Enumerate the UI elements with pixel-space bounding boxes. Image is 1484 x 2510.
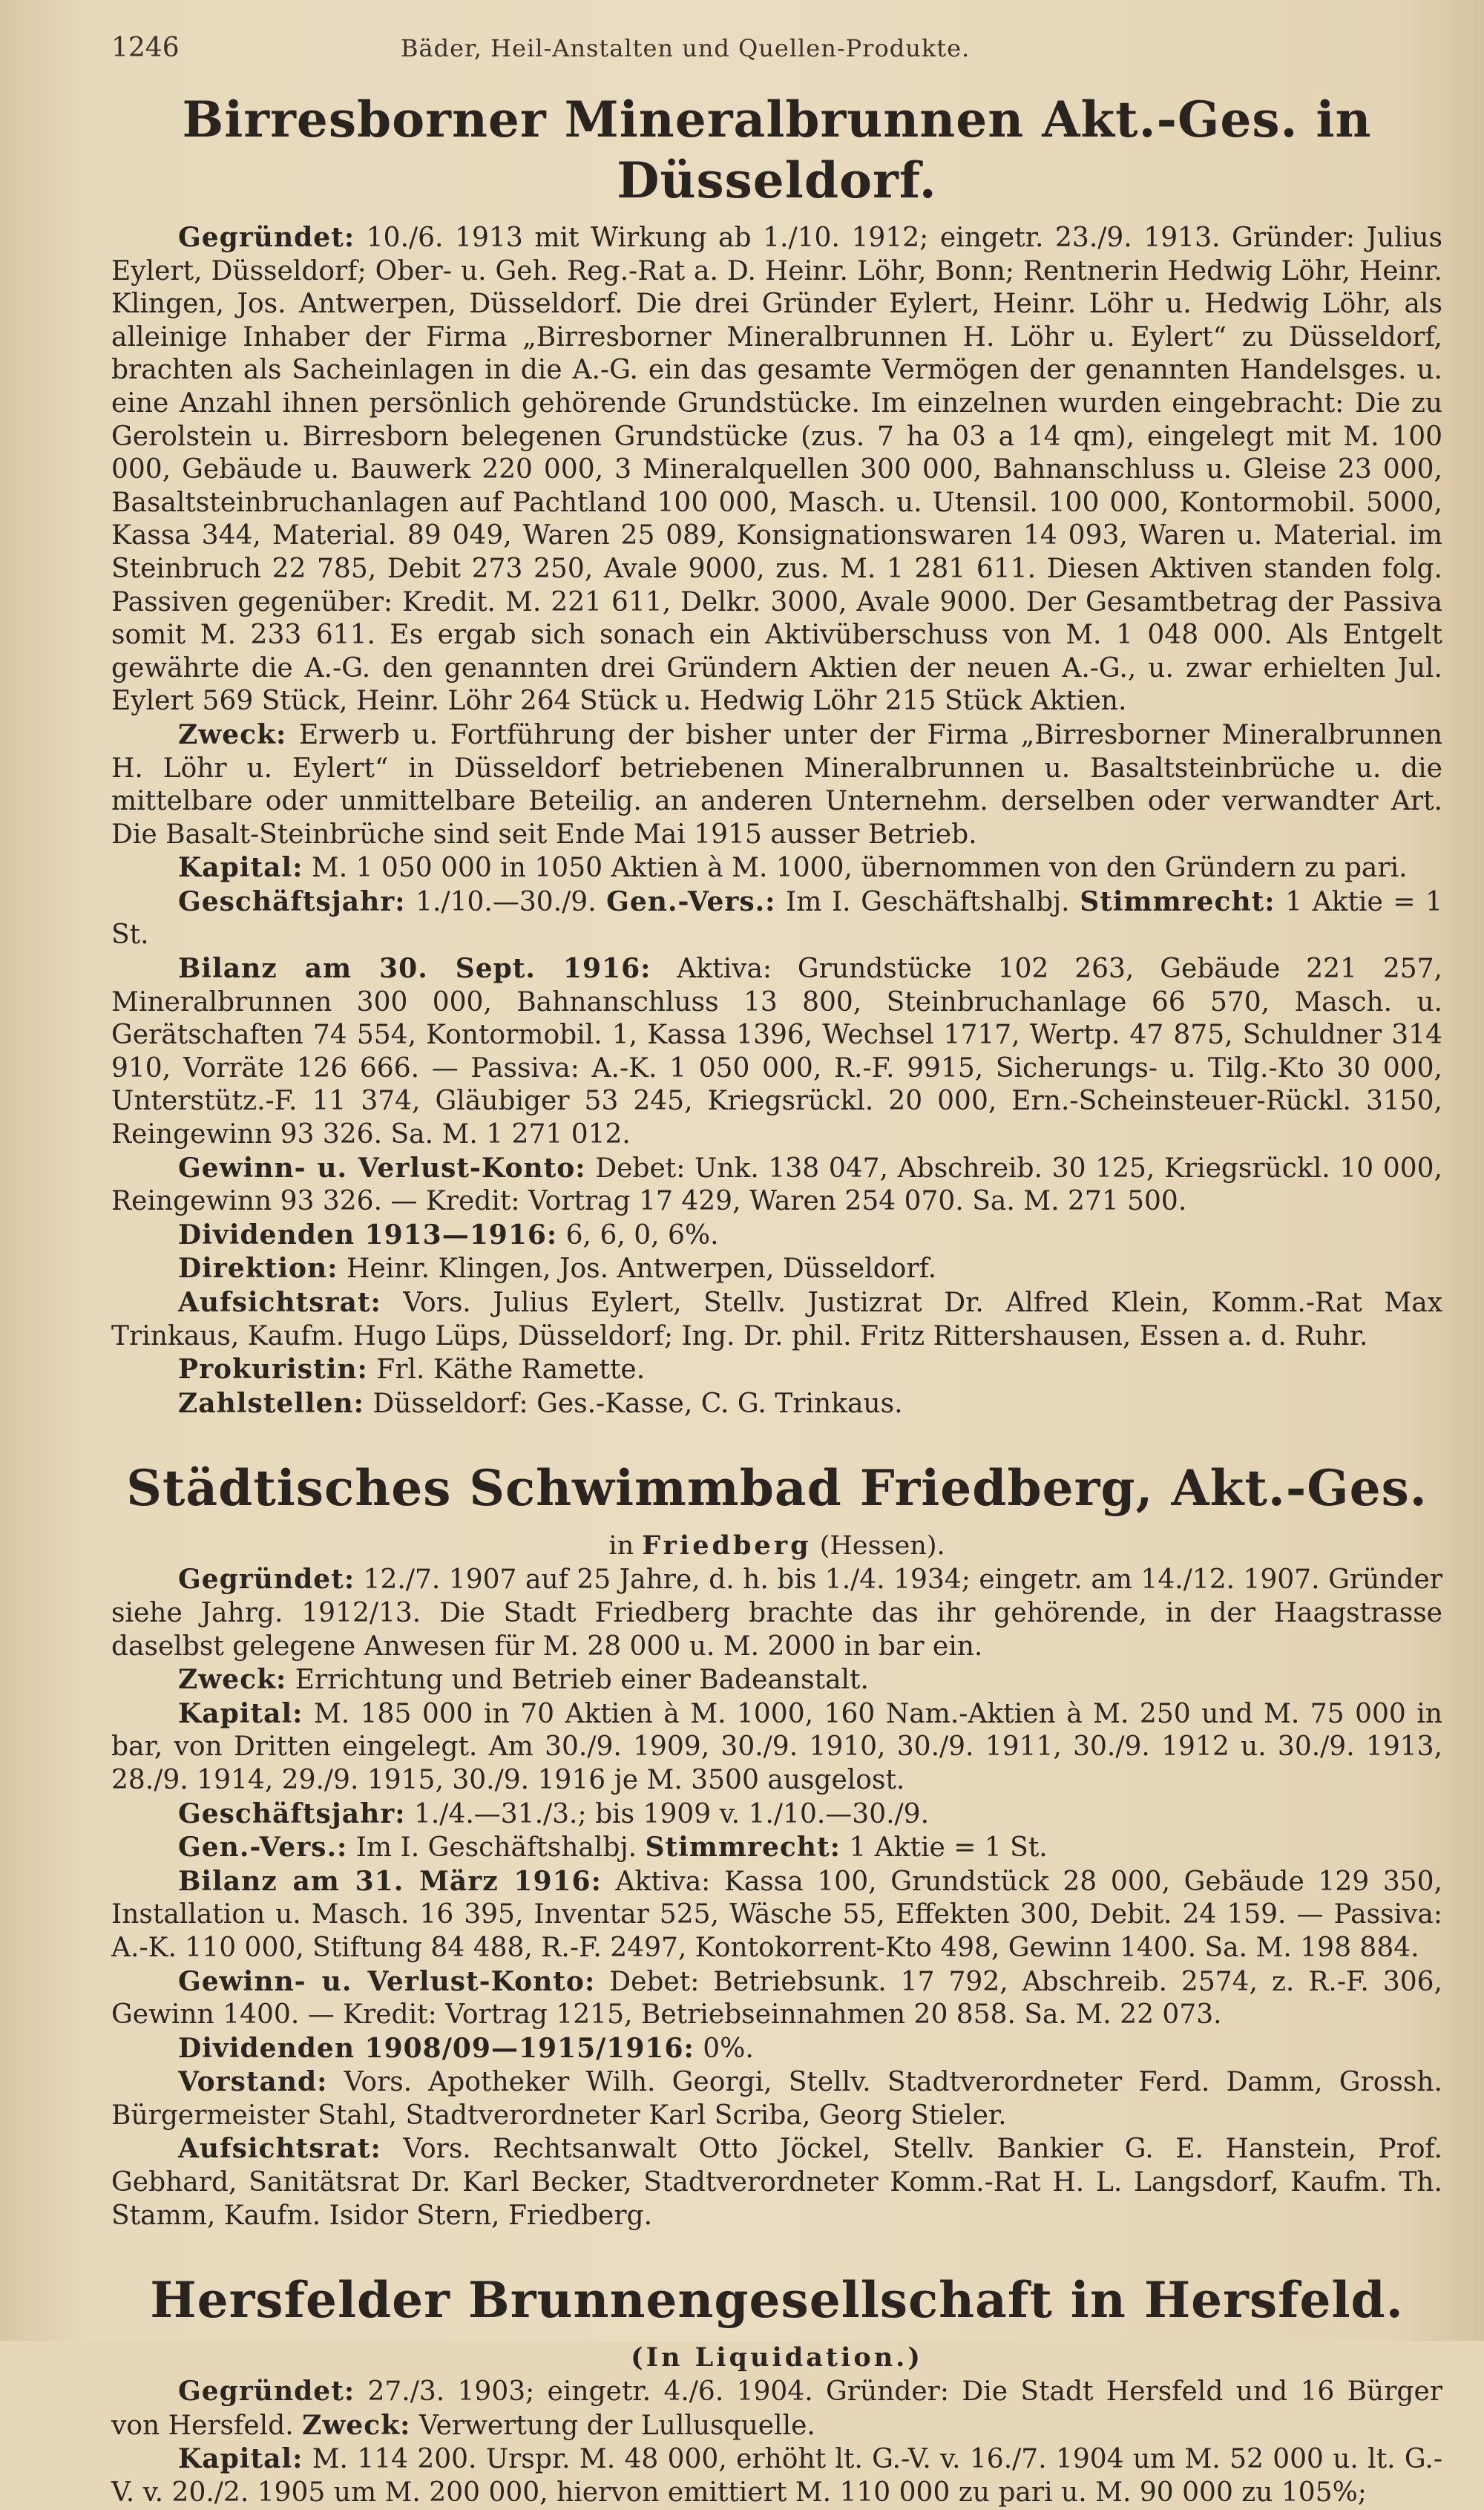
entry-gewinn-verlust: Gewinn- u. Verlust-Konto: Debet: Betriebsunk. 17 792, Abschreib. 2574, z. R.-F. 306, Gewinn 1400. — Kredit: Vortrag 1215, Betriebseinnahmen 20 858. Sa. M. 22 073. xyxy=(111,1965,1442,2031)
entry-geschaeftsjahr: Geschäftsjahr: 1./4.—31./3.; bis 1909 v. 1./10.—30./9. xyxy=(178,1798,930,1829)
entry-kapital: Kapital: M. 114 200. Urspr. M. 48 000, erhöht lt. G.-V. v. 16./7. 1904 um M. 52 000 u. lt. G.-V. v. 20./2. 1905 um M. 200 000, hiervon emittiert M. 110 000 zu pari u. M. 90 000 zu 105%; xyxy=(111,2443,1442,2509)
entry-zahlstellen: Zahlstellen: Düsseldorf: Ges.-Kasse, C. G. Trinkaus. xyxy=(178,1387,903,1419)
page-number: 1246 xyxy=(111,33,180,63)
entry-direktion: Direktion: Heinr. Klingen, Jos. Antwerpen, Düsseldorf. xyxy=(178,1253,937,1285)
entry-gegruendet: Gegründet: 27./3. 1903; eingetr. 4./6. 1904. Gründer: Die Stadt Hersfeld und 16 Bürger von Hersfeld. Zweck: Verwertung der Lullusquelle. xyxy=(111,2376,1442,2441)
section-hersfeld xyxy=(111,2270,1442,2509)
company-title: Städtisches Schwimmbad Friedberg, Akt.-Ges. xyxy=(126,1459,1428,1518)
entry-aufsichtsrat: Aufsichtsrat: Vors. Rechtsanwalt Otto Jöckel, Stellv. Bankier G. E. Hanstein, Prof. Gebhard, Sanitätsrat Dr. Karl Becker, Stadtverordneter Komm.-Rat H. L. Langsdorf, Kaufm. Th. Stamm, Kaufm. Isidor Stern, Friedberg. xyxy=(111,2133,1442,2231)
section-friedberg xyxy=(111,1458,1442,2232)
entry-geschaeftsjahr: Geschäftsjahr: 1./10.—30./9. Gen.-Vers.: Im I. Geschäftshalbj. Stimmrecht: 1 Aktie = 1 St. xyxy=(111,885,1442,951)
entry-dividenden: Dividenden 1908/09—1915/1916: 0%. xyxy=(178,2032,754,2064)
page-header xyxy=(111,33,1442,74)
company-title: Hersfelder Brunnengesellschaft in Hersfeld. xyxy=(150,2271,1404,2330)
running-title: Bäder, Heil-Anstalten und Quellen-Produkte. xyxy=(401,34,971,62)
entry-aufsichtsrat: Aufsichtsrat: Vors. Julius Eylert, Stellv. Justizrat Dr. Alfred Klein, Komm.-Rat Max Trinkaus, Kaufm. Hugo Lüps, Düsseldorf; Ing. Dr. phil. Fritz Rittershausen, Essen a. d. Ruhr. xyxy=(111,1287,1442,1351)
entry-zweck: Zweck: Erwerb u. Fortführung der bisher unter der Firma „Birresborner Mineralbrunnen H. Löhr u. Eylert“ in Düsseldorf betriebenen Mineralbrunnen u. Basaltsteinbrüche u. die mittelbare oder unmittelbare Beteilig. an anderen Unternehm. derselben oder verwandter Art. Die Basalt-Steinbrüche sind seit Ende Mai 1915 ausser Betrieb. xyxy=(111,718,1442,850)
entry-gewinn-verlust: Gewinn- u. Verlust-Konto: Debet: Unk. 138 047, Abschreib. 30 125, Kriegsrückl. 10 000, Reingewinn 93 326. — Kredit: Vortrag 17 429, Waren 254 070. Sa. M. 271 500. xyxy=(111,1152,1442,1217)
company-status: (In Liquidation.) xyxy=(631,2342,923,2373)
entry-vorstand: Vorstand: Vors. Apotheker Wilh. Georgi, Stellv. Stadtverordneter Ferd. Damm, Grossh. Bürgermeister Stahl, Stadtverordneter Karl Scriba, Georg Stieler. xyxy=(111,2066,1442,2131)
entry-gegruendet: Gegründet: 10./6. 1913 mit Wirkung ab 1./10. 1912; eingetr. 23./9. 1913. Gründer: Julius Eylert, Düsseldorf; Ober- u. Geh. Reg.-Rat a. D. Heinr. Löhr, Bonn; Rentnerin Hedwig Löhr, Heinr. Klingen, Jos. Antwerpen, Düsseldorf. Die drei Gründer Eylert, Heinr. Löhr u. Hedwig Löhr, als alleinige Inhaber der Firma „Birresborner Mineralbrunnen H. Löhr u. Eylert“ zu Düsseldorf, brachten als Sacheinlagen in die A.-G. ein das gesamte Vermögen der genannten Handelsges. u. eine Anzahl ihnen persönlich gehörende Grundstücke. Im einzelnen wurden eingebracht: Die zu Gerolstein u. Birresborn belegenen Grundstücke (zus. 7 ha 03 a 14 qm), eingelegt mit M. 100 000, Gebäude u. Bauwerk 220 000, 3 Mineralquellen 300 000, Bahnanschluss u. Gleise 23 000, Basaltsteinbruchanlagen auf Pachtland 100 000, Masch. u. Utensil. 100 000, Kontormobil. 5000, Kassa 344, Material. 89 049, Waren 25 089, Konsignationswaren 14 093, Waren u. Material. im Steinbruch 22 785, Debit 273 250, Avale 9000, zus. M. 1 281 611. Diesen Aktiven standen folg. Passiven gegenüber: Kredit. M. 221 611, Delkr. 3000, Avale 9000. Der Gesamtbetrag der Passiva somit M. 233 611. Es ergab sich sonach ein Aktivüberschuss von M. 1 048 000. Als Entgelt gewährte die A.-G. den genannten drei Gründern Aktien der neuen A.-G., u. zwar erhielten Jul. Eylert 569 Stück, Heinr. Löhr 264 Stück u. Hedwig Löhr 215 Stück Aktien. xyxy=(111,222,1442,717)
entry-dividenden: Dividenden 1913—1916: 6, 6, 0, 6%. xyxy=(178,1219,719,1251)
entry-bilanz: Bilanz am 30. Sept. 1916: Aktiva: Grundstücke 102 263, Gebäude 221 257, Mineralbrunnen 300 000, Bahnanschluss 13 800, Steinbruchanlage 66 570, Masch. u. Gerätschaften 74 554, Kontormobil. 1, Kassa 1396, Wechsel 1717, Wertp. 47 875, Schuldner 314 910, Vorräte 126 666. — Passiva: A.-K. 1 050 000, R.-F. 9915, Sicherungs- u. Tilg.-Kto 30 000, Unterstütz.-F. 11 374, Gläubiger 53 245, Kriegsrückl. 20 000, Ern.-Scheinsteuer-Rückl. 3150, Reingewinn 93 326. Sa. M. 1 271 012. xyxy=(111,953,1443,1150)
entry-gen-vers: Gen.-Vers.: Im I. Geschäftshalbj. Stimmrecht: 1 Aktie = 1 St. xyxy=(178,1832,1048,1864)
company-location: in Friedberg (Hessen). xyxy=(608,1530,945,1562)
entry-gegruendet: Gegründet: 12./7. 1907 auf 25 Jahre, d. h. bis 1./4. 1934; eingetr. am 14./12. 1907. Gründer siehe Jahrg. 1912/13. Die Stadt Friedberg brachte das ihr gehörende, in der Haagstrasse daselbst gelegene Anwesen für M. 28 000 u. M. 2000 in bar ein. xyxy=(111,1564,1442,1662)
section-birresborner xyxy=(111,89,1442,1421)
entry-bilanz: Bilanz am 31. März 1916: Aktiva: Kassa 100, Grundstück 28 000, Gebäude 129 350, Installation u. Masch. 16 395, Inventar 525, Wäsche 55, Effekten 300, Debit. 24 159. — Passiva: A.-K. 110 000, Stiftung 84 488, R.-F. 2497, Kontokorrent-Kto 498, Gewinn 1400. Sa. M. 198 884. xyxy=(111,1865,1442,1963)
company-title: Birresborner Mineralbrunnen Akt.-Ges. in Düsseldorf. xyxy=(182,91,1372,209)
entry-prokuristin: Prokuristin: Frl. Käthe Ramette. xyxy=(178,1354,646,1386)
entry-kapital: Kapital: M. 1 050 000 in 1050 Aktien à M. 1000, übernommen von den Gründern zu pari. xyxy=(178,852,1408,884)
entry-kapital: Kapital: M. 185 000 in 70 Aktien à M. 1000, 160 Nam.-Aktien à M. 250 und M. 75 000 in bar, von Dritten eingelegt. Am 30./9. 1909, 30./9. 1910, 30./9. 1911, 30./9. 1912 u. 30./9. 1913, 28./9. 1914, 29./9. 1915, 30./9. 1916 je M. 3500 ausgelost. xyxy=(111,1697,1442,1795)
entry-zweck: Zweck: Errichtung und Betrieb einer Badeanstalt. xyxy=(178,1664,869,1696)
